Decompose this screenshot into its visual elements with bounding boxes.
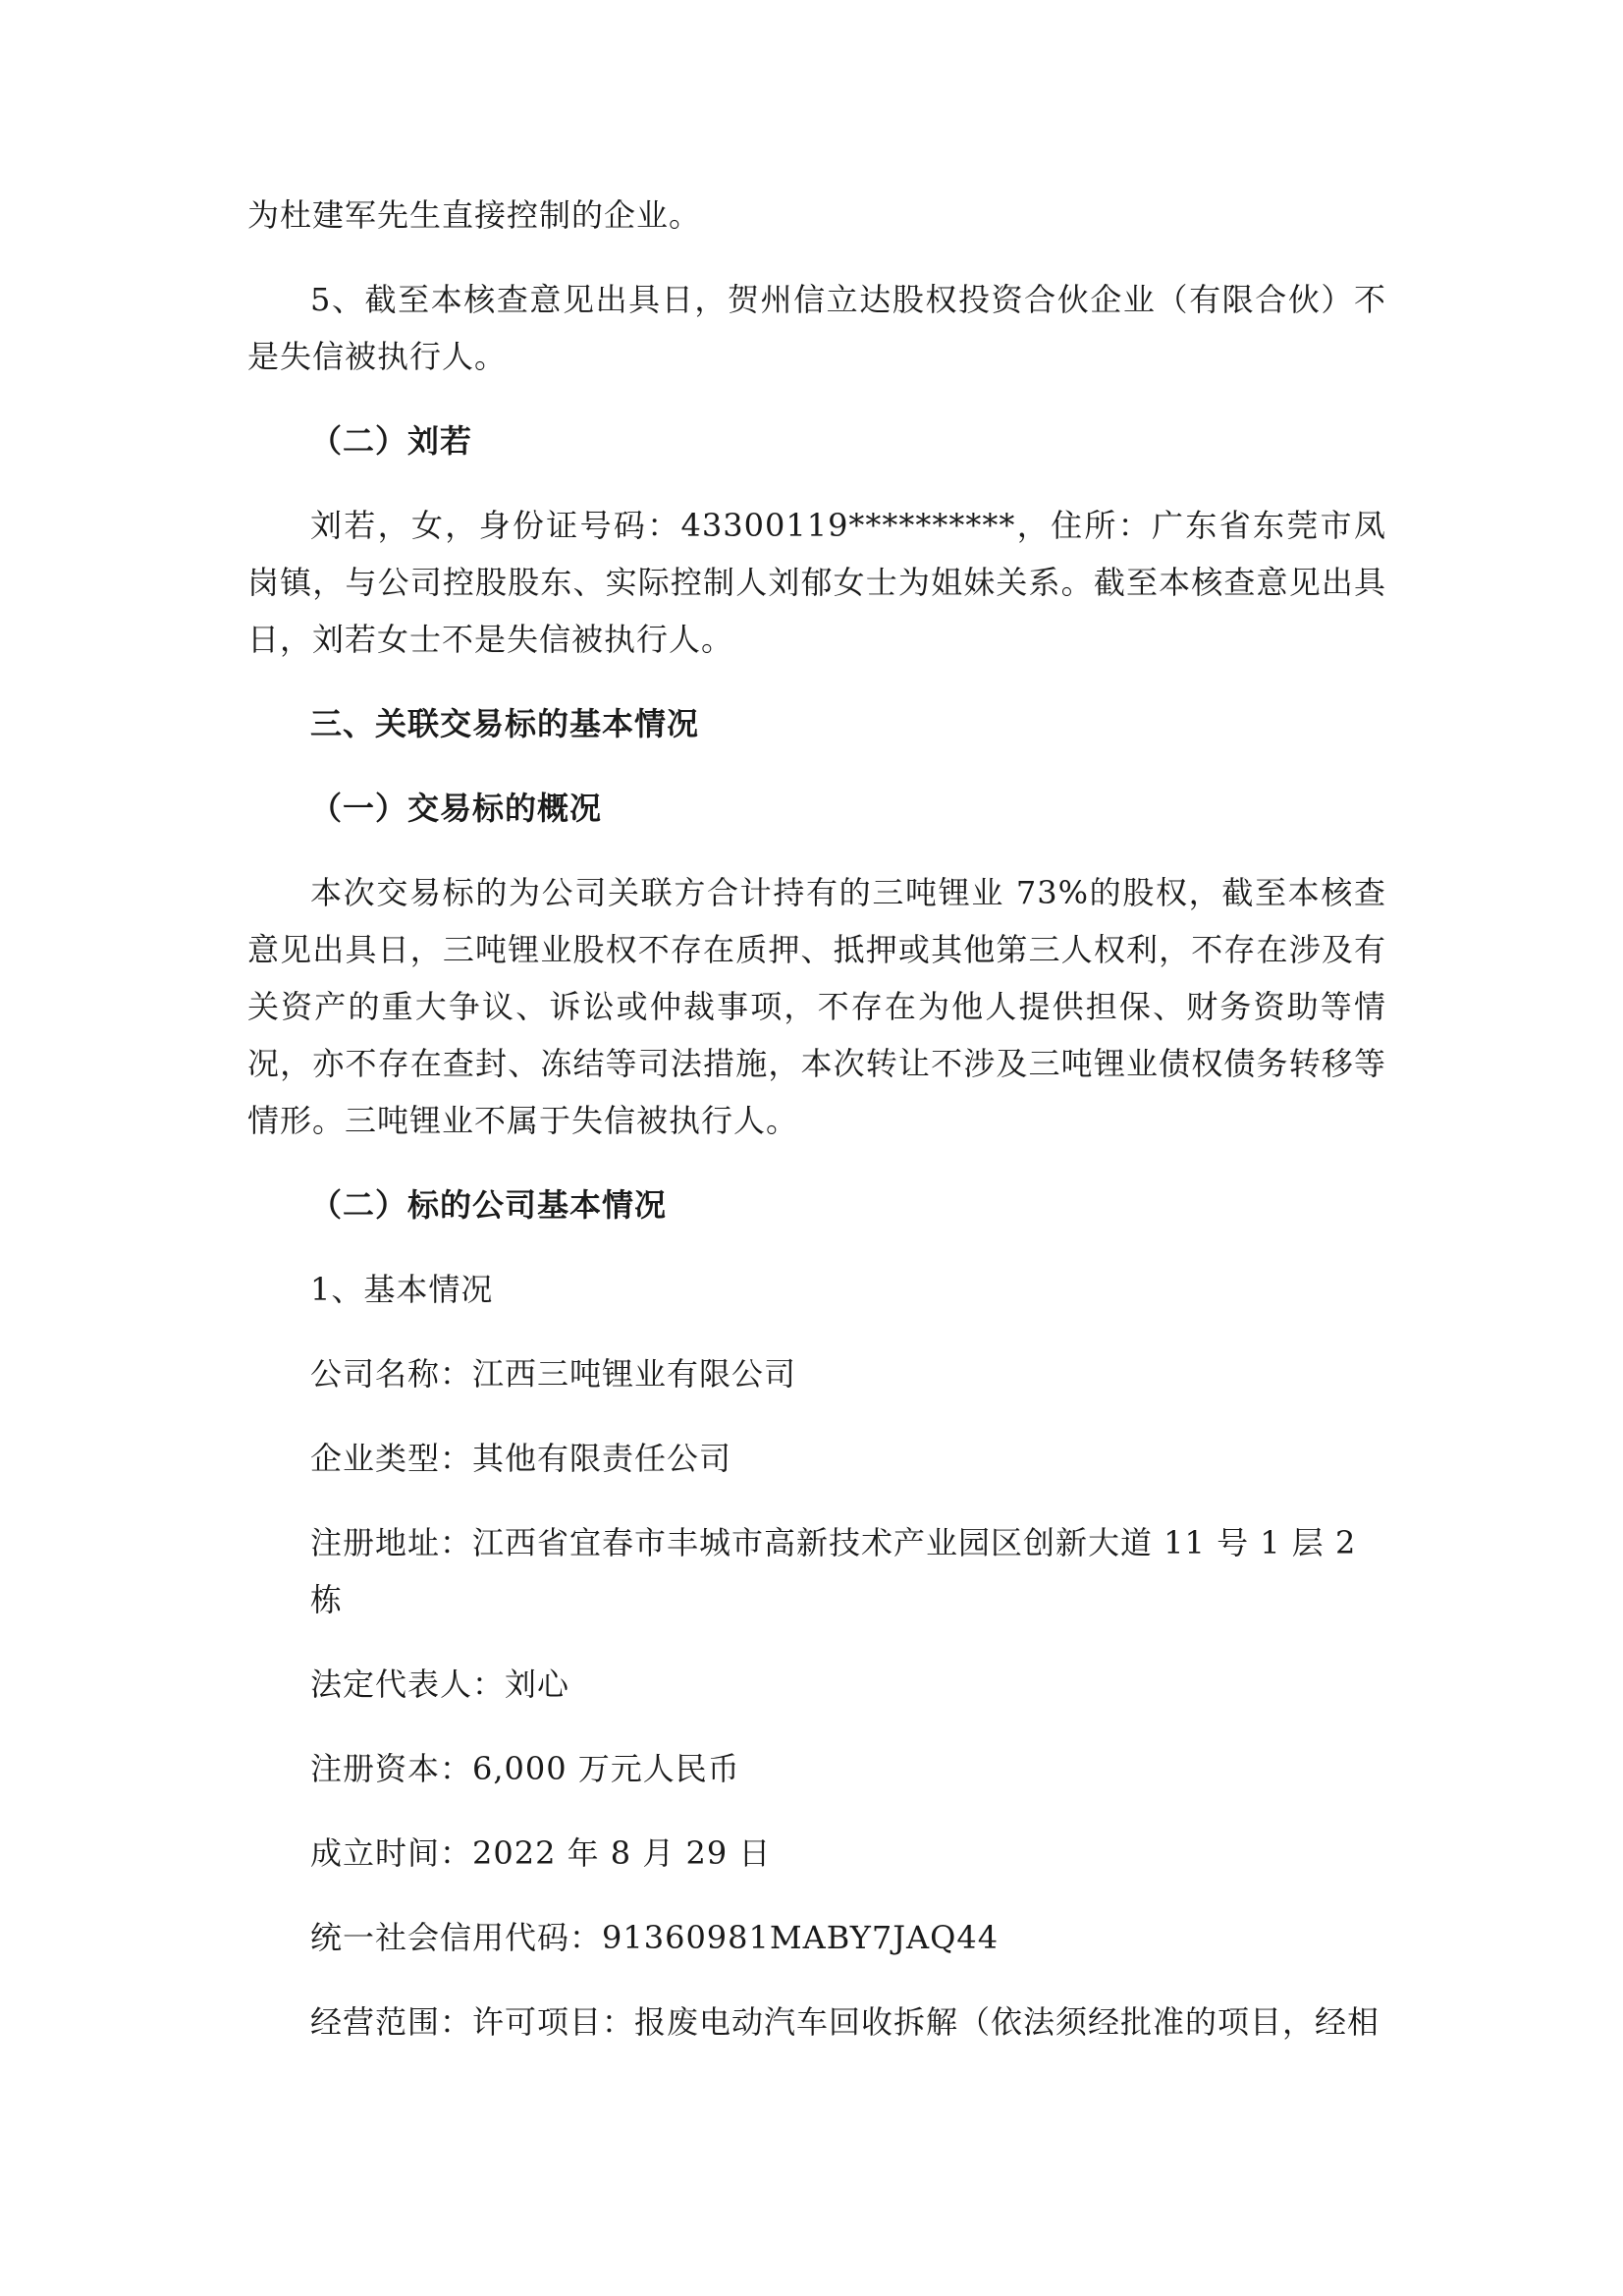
field-company-name: 公司名称：江西三吨锂业有限公司 [310, 1355, 797, 1393]
field-founded-date: 成立时间：2022 年 8 月 29 日 [310, 1834, 772, 1872]
field-legal-representative: 法定代表人：刘心 [310, 1666, 570, 1703]
field-business-scope: 经营范围：许可项目：报废电动汽车回收拆解（依法须经批准的项目，经相 [310, 2003, 1380, 2041]
heading-transaction-overview: （一）交易标的概况 [310, 790, 603, 827]
paragraph-transaction-overview: 本次交易标的为公司关联方合计持有的三吨锂业 73%的股权，截至本核查意见出具日，三吨锂业股权不存在质押、抵押或其他第三人权利，不存在涉及有关资产的重大争议、诉讼或仲裁事项，不存在为他人提供担保、财务资助等情况，亦不存在查封、冻结等司法措施，本次转让不涉及三吨锂业债权债务转移等情形。三吨锂业不属于失信被执行人。 [247, 874, 1386, 1139]
paragraph-continuation: 为杜建军先生直接控制的企业。 [247, 196, 702, 234]
heading-liu-ruo: （二）刘若 [310, 422, 473, 460]
paragraph-item-5: 5、截至本核查意见出具日，贺州信立达股权投资合伙企业（有限合伙）不是失信被执行人。 [247, 281, 1386, 375]
document-body [247, 187, 1386, 2078]
field-registered-address: 注册地址：江西省宜春市丰城市高新技术产业园区创新大道 11 号 1 层 2 栋 [310, 1524, 1357, 1618]
paragraph-liu-ruo: 刘若，女，身份证号码：43300119**********，住所：广东省东莞市凤岗镇，与公司控股股东、实际控制人刘郁女士为姐妹关系。截至本核查意见出具日，刘若女士不是失信被执行人。 [247, 507, 1386, 658]
field-company-type: 企业类型：其他有限责任公司 [310, 1440, 732, 1477]
field-registered-capital: 注册资本：6,000 万元人民币 [310, 1750, 740, 1787]
heading-section-3: 三、关联交易标的基本情况 [310, 705, 700, 742]
field-credit-code: 统一社会信用代码：91360981MABY7JAQ44 [310, 1919, 1000, 1956]
subheading-basic-info: 1、基本情况 [310, 1271, 494, 1308]
heading-company-info: （二）标的公司基本情况 [310, 1186, 668, 1224]
